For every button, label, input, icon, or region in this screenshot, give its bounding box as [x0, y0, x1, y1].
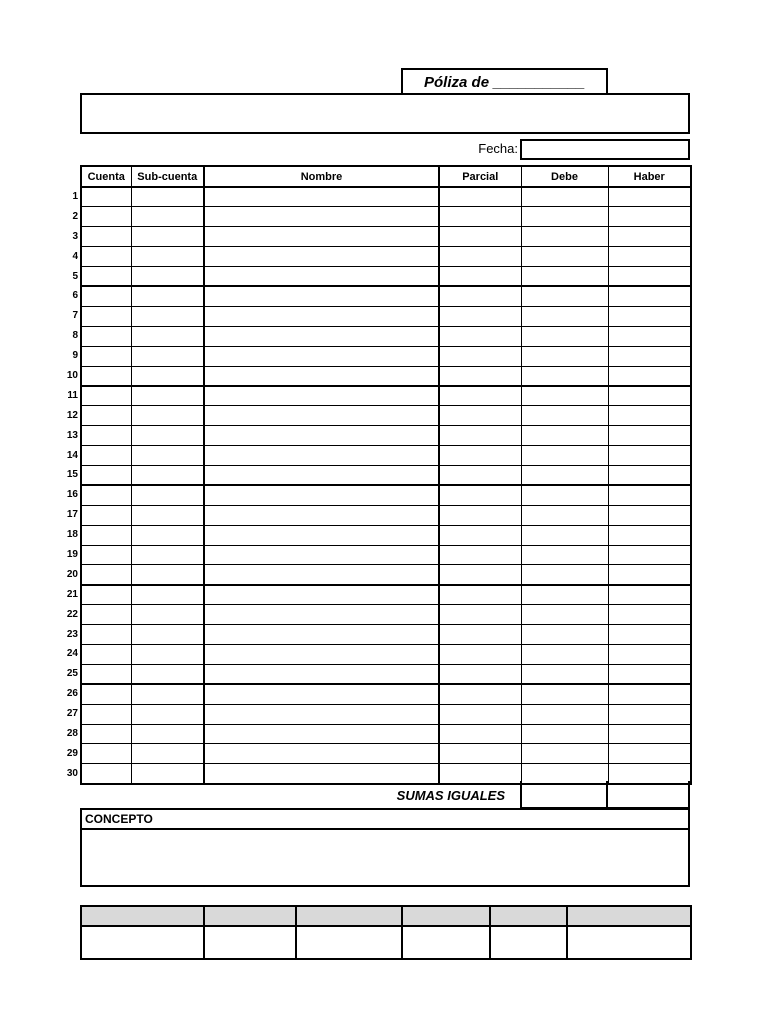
- ledger-cell-cuenta[interactable]: [81, 565, 131, 585]
- ledger-cell-subcuenta[interactable]: [131, 207, 204, 227]
- ledger-row: [81, 306, 691, 326]
- ledger-row: [81, 366, 691, 386]
- row-number: 4: [72, 250, 78, 262]
- ledger-cell-haber[interactable]: [608, 485, 691, 505]
- ledger-row: [81, 227, 691, 247]
- ledger-cell-parcial[interactable]: [439, 267, 521, 287]
- ledger-cell-parcial[interactable]: [439, 525, 521, 545]
- ledger-header-row: [81, 166, 691, 187]
- ledger-cell-parcial[interactable]: [439, 426, 521, 446]
- row-number: 18: [66, 529, 78, 541]
- ledger-row: [81, 605, 691, 625]
- ledger-cell-cuenta[interactable]: [81, 286, 131, 306]
- ledger-row: [81, 585, 691, 605]
- ledger-cell-debe[interactable]: [521, 724, 608, 744]
- ledger-row: [81, 704, 691, 724]
- ledger-cell-debe[interactable]: [521, 565, 608, 585]
- ledger-cell-nombre[interactable]: [204, 724, 439, 744]
- signature-cell[interactable]: [204, 926, 296, 959]
- col-debe-header: Debe: [521, 166, 608, 187]
- row-number-column: [56, 187, 78, 784]
- ledger-cell-parcial[interactable]: [439, 247, 521, 267]
- ledger-cell-cuenta[interactable]: [81, 366, 131, 386]
- ledger-cell-debe[interactable]: [521, 625, 608, 645]
- row-number: 29: [66, 747, 78, 759]
- ledger-cell-parcial[interactable]: [439, 465, 521, 485]
- ledger-cell-cuenta[interactable]: [81, 525, 131, 545]
- ledger-cell-debe[interactable]: [521, 505, 608, 525]
- ledger-cell-subcuenta[interactable]: [131, 485, 204, 505]
- ledger-cell-subcuenta[interactable]: [131, 366, 204, 386]
- ledger-cell-cuenta[interactable]: [81, 585, 131, 605]
- ledger-cell-cuenta[interactable]: [81, 306, 131, 326]
- ledger-cell-nombre[interactable]: [204, 565, 439, 585]
- ledger-cell-cuenta[interactable]: [81, 744, 131, 764]
- ledger-cell-nombre[interactable]: [204, 525, 439, 545]
- ledger-cell-parcial[interactable]: [439, 485, 521, 505]
- row-number: 21: [66, 588, 78, 600]
- ledger-cell-cuenta[interactable]: [81, 187, 131, 207]
- ledger-cell-cuenta[interactable]: [81, 346, 131, 366]
- ledger-cell-subcuenta[interactable]: [131, 386, 204, 406]
- ledger-cell-nombre[interactable]: [204, 426, 439, 446]
- ledger-cell-haber[interactable]: [608, 565, 691, 585]
- row-number: 7: [72, 310, 78, 322]
- ledger-row: [81, 386, 691, 406]
- ledger-cell-parcial[interactable]: [439, 585, 521, 605]
- ledger-cell-parcial[interactable]: [439, 704, 521, 724]
- fecha-label: Fecha:: [478, 141, 518, 156]
- ledger-cell-debe[interactable]: [521, 684, 608, 704]
- ledger-cell-debe[interactable]: [521, 247, 608, 267]
- ledger-row: [81, 207, 691, 227]
- ledger-cell-haber[interactable]: [608, 366, 691, 386]
- row-number: 3: [72, 230, 78, 242]
- ledger-cell-nombre[interactable]: [204, 267, 439, 287]
- ledger-cell-haber[interactable]: [608, 306, 691, 326]
- ledger-cell-debe[interactable]: [521, 605, 608, 625]
- ledger-cell-debe[interactable]: [521, 426, 608, 446]
- row-number: 12: [66, 409, 78, 421]
- ledger-cell-subcuenta[interactable]: [131, 306, 204, 326]
- ledger-row: [81, 426, 691, 446]
- ledger-cell-cuenta[interactable]: [81, 247, 131, 267]
- signature-cell[interactable]: [490, 926, 567, 959]
- ledger-cell-haber[interactable]: [608, 505, 691, 525]
- signature-header-cell: [567, 906, 691, 926]
- ledger-cell-cuenta[interactable]: [81, 386, 131, 406]
- ledger-cell-nombre[interactable]: [204, 744, 439, 764]
- row-number: 28: [66, 728, 78, 740]
- row-number: 25: [66, 668, 78, 680]
- ledger-cell-nombre[interactable]: [204, 346, 439, 366]
- ledger-cell-subcuenta[interactable]: [131, 326, 204, 346]
- ledger-cell-parcial[interactable]: [439, 207, 521, 227]
- ledger-cell-subcuenta[interactable]: [131, 187, 204, 207]
- ledger-cell-subcuenta[interactable]: [131, 286, 204, 306]
- row-number: 22: [66, 608, 78, 620]
- ledger-cell-subcuenta[interactable]: [131, 664, 204, 684]
- ledger-cell-parcial[interactable]: [439, 625, 521, 645]
- ledger-cell-subcuenta[interactable]: [131, 525, 204, 545]
- ledger-cell-nombre[interactable]: [204, 386, 439, 406]
- ledger-cell-haber[interactable]: [608, 326, 691, 346]
- ledger-cell-debe[interactable]: [521, 465, 608, 485]
- row-number: 13: [66, 429, 78, 441]
- col-subcuenta-header: Sub-cuenta: [131, 166, 204, 187]
- ledger-row: [81, 525, 691, 545]
- ledger-cell-subcuenta[interactable]: [131, 625, 204, 645]
- ledger-cell-subcuenta[interactable]: [131, 406, 204, 426]
- ledger-cell-nombre[interactable]: [204, 485, 439, 505]
- ledger-cell-nombre[interactable]: [204, 187, 439, 207]
- ledger-row: [81, 565, 691, 585]
- ledger-cell-parcial[interactable]: [439, 446, 521, 466]
- ledger-cell-subcuenta[interactable]: [131, 744, 204, 764]
- ledger-cell-cuenta[interactable]: [81, 485, 131, 505]
- ledger-cell-debe[interactable]: [521, 267, 608, 287]
- ledger-cell-cuenta[interactable]: [81, 764, 131, 784]
- col-nombre-header: Nombre: [204, 166, 439, 187]
- ledger-cell-subcuenta[interactable]: [131, 684, 204, 704]
- ledger-cell-nombre[interactable]: [204, 644, 439, 664]
- col-haber-header: Haber: [608, 166, 691, 187]
- row-number: 15: [66, 469, 78, 481]
- ledger-cell-parcial[interactable]: [439, 227, 521, 247]
- ledger-cell-subcuenta[interactable]: [131, 585, 204, 605]
- ledger-cell-subcuenta[interactable]: [131, 227, 204, 247]
- ledger-cell-haber[interactable]: [608, 545, 691, 565]
- ledger-cell-haber[interactable]: [608, 386, 691, 406]
- ledger-cell-subcuenta[interactable]: [131, 247, 204, 267]
- ledger-cell-haber[interactable]: [608, 207, 691, 227]
- ledger-cell-subcuenta[interactable]: [131, 644, 204, 664]
- ledger-cell-nombre[interactable]: [204, 207, 439, 227]
- row-number: 20: [66, 568, 78, 580]
- signature-header-cell: [402, 906, 490, 926]
- ledger-cell-cuenta[interactable]: [81, 644, 131, 664]
- ledger-cell-subcuenta[interactable]: [131, 446, 204, 466]
- ledger-cell-debe[interactable]: [521, 386, 608, 406]
- ledger-cell-cuenta[interactable]: [81, 545, 131, 565]
- ledger-cell-cuenta[interactable]: [81, 605, 131, 625]
- ledger-cell-parcial[interactable]: [439, 346, 521, 366]
- ledger-cell-nombre[interactable]: [204, 465, 439, 485]
- ledger-cell-parcial[interactable]: [439, 724, 521, 744]
- ledger-cell-nombre[interactable]: [204, 545, 439, 565]
- signature-header-cell: [490, 906, 567, 926]
- col-parcial-header: Parcial: [439, 166, 521, 187]
- ledger-cell-haber[interactable]: [608, 227, 691, 247]
- ledger-cell-cuenta[interactable]: [81, 625, 131, 645]
- ledger-cell-cuenta[interactable]: [81, 426, 131, 446]
- signature-cell[interactable]: [567, 926, 691, 959]
- ledger-cell-haber[interactable]: [608, 406, 691, 426]
- ledger-cell-haber[interactable]: [608, 744, 691, 764]
- ledger-cell-parcial[interactable]: [439, 286, 521, 306]
- ledger-row: [81, 684, 691, 704]
- ledger-row: [81, 644, 691, 664]
- sumas-haber-cell[interactable]: [606, 781, 690, 809]
- row-number: 11: [67, 389, 78, 401]
- ledger-cell-nombre[interactable]: [204, 227, 439, 247]
- ledger-cell-nombre[interactable]: [204, 306, 439, 326]
- row-number: 6: [72, 290, 78, 302]
- ledger-cell-nombre[interactable]: [204, 625, 439, 645]
- ledger-cell-debe[interactable]: [521, 485, 608, 505]
- ledger-cell-cuenta[interactable]: [81, 664, 131, 684]
- ledger-cell-debe[interactable]: [521, 207, 608, 227]
- ledger-cell-debe[interactable]: [521, 346, 608, 366]
- ledger-cell-subcuenta[interactable]: [131, 565, 204, 585]
- ledger-row: [81, 744, 691, 764]
- ledger-row: [81, 406, 691, 426]
- ledger-cell-cuenta[interactable]: [81, 267, 131, 287]
- ledger-row: [81, 724, 691, 744]
- concepto-label: CONCEPTO: [80, 808, 690, 830]
- header-field[interactable]: [80, 93, 690, 134]
- row-number: 8: [72, 330, 78, 342]
- ledger-cell-parcial[interactable]: [439, 545, 521, 565]
- ledger-cell-cuenta[interactable]: [81, 446, 131, 466]
- ledger-cell-subcuenta[interactable]: [131, 704, 204, 724]
- ledger-cell-haber[interactable]: [608, 286, 691, 306]
- ledger-cell-nombre[interactable]: [204, 247, 439, 267]
- ledger-cell-parcial[interactable]: [439, 664, 521, 684]
- ledger-cell-cuenta[interactable]: [81, 227, 131, 247]
- ledger-cell-haber[interactable]: [608, 187, 691, 207]
- ledger-cell-subcuenta[interactable]: [131, 426, 204, 446]
- ledger-cell-haber[interactable]: [608, 605, 691, 625]
- ledger-cell-subcuenta[interactable]: [131, 764, 204, 784]
- row-number: 27: [66, 708, 78, 720]
- ledger-cell-parcial[interactable]: [439, 764, 521, 784]
- row-number: 19: [66, 549, 78, 561]
- row-number: 9: [72, 350, 78, 362]
- fecha-field[interactable]: [520, 139, 690, 160]
- ledger-cell-haber[interactable]: [608, 346, 691, 366]
- ledger-cell-debe[interactable]: [521, 545, 608, 565]
- ledger-cell-subcuenta[interactable]: [131, 346, 204, 366]
- ledger-cell-haber[interactable]: [608, 465, 691, 485]
- row-number: 14: [66, 449, 78, 461]
- row-number: 24: [66, 648, 78, 660]
- sumas-iguales-label: SUMAS IGUALES: [396, 788, 505, 803]
- ledger-cell-cuenta[interactable]: [81, 326, 131, 346]
- ledger-cell-nombre[interactable]: [204, 446, 439, 466]
- signature-cell[interactable]: [296, 926, 402, 959]
- ledger-cell-debe[interactable]: [521, 644, 608, 664]
- row-number: 2: [72, 210, 78, 222]
- ledger-cell-parcial[interactable]: [439, 565, 521, 585]
- ledger-cell-haber[interactable]: [608, 664, 691, 684]
- ledger-cell-haber[interactable]: [608, 525, 691, 545]
- signature-cell[interactable]: [402, 926, 490, 959]
- ledger-cell-haber[interactable]: [608, 724, 691, 744]
- ledger-cell-debe[interactable]: [521, 326, 608, 346]
- ledger-cell-debe[interactable]: [521, 187, 608, 207]
- sumas-debe-cell[interactable]: [520, 781, 608, 809]
- ledger-cell-subcuenta[interactable]: [131, 465, 204, 485]
- ledger-cell-nombre[interactable]: [204, 585, 439, 605]
- concepto-field[interactable]: [80, 828, 690, 887]
- col-cuenta-header: Cuenta: [81, 166, 131, 187]
- ledger-cell-parcial[interactable]: [439, 406, 521, 426]
- ledger-cell-debe[interactable]: [521, 585, 608, 605]
- ledger-cell-nombre[interactable]: [204, 764, 439, 784]
- ledger-cell-haber[interactable]: [608, 644, 691, 664]
- ledger-row: [81, 267, 691, 287]
- row-number: 26: [66, 688, 78, 700]
- ledger-cell-subcuenta[interactable]: [131, 505, 204, 525]
- signature-header-cell: [204, 906, 296, 926]
- ledger-cell-debe[interactable]: [521, 286, 608, 306]
- ledger-cell-debe[interactable]: [521, 446, 608, 466]
- ledger-cell-debe[interactable]: [521, 525, 608, 545]
- signature-table: [80, 905, 692, 960]
- ledger-cell-cuenta[interactable]: [81, 505, 131, 525]
- ledger-cell-parcial[interactable]: [439, 326, 521, 346]
- ledger-cell-haber[interactable]: [608, 446, 691, 466]
- signature-header-cell: [296, 906, 402, 926]
- ledger-cell-parcial[interactable]: [439, 306, 521, 326]
- ledger-row: [81, 664, 691, 684]
- ledger-cell-debe[interactable]: [521, 406, 608, 426]
- ledger-cell-cuenta[interactable]: [81, 207, 131, 227]
- row-number: 5: [72, 270, 78, 282]
- signature-header-row: [81, 906, 691, 926]
- ledger-cell-haber[interactable]: [608, 625, 691, 645]
- ledger-cell-parcial[interactable]: [439, 605, 521, 625]
- ledger-cell-subcuenta[interactable]: [131, 267, 204, 287]
- ledger-row: [81, 465, 691, 485]
- ledger-cell-haber[interactable]: [608, 426, 691, 446]
- ledger-cell-subcuenta[interactable]: [131, 605, 204, 625]
- ledger-row: [81, 505, 691, 525]
- ledger-cell-cuenta[interactable]: [81, 406, 131, 426]
- ledger-cell-haber[interactable]: [608, 684, 691, 704]
- ledger-cell-parcial[interactable]: [439, 744, 521, 764]
- ledger-cell-parcial[interactable]: [439, 684, 521, 704]
- ledger-cell-debe[interactable]: [521, 704, 608, 724]
- ledger-cell-cuenta[interactable]: [81, 465, 131, 485]
- ledger-cell-subcuenta[interactable]: [131, 545, 204, 565]
- ledger-cell-parcial[interactable]: [439, 505, 521, 525]
- ledger-cell-nombre[interactable]: [204, 366, 439, 386]
- ledger-cell-nombre[interactable]: [204, 406, 439, 426]
- ledger-cell-haber[interactable]: [608, 267, 691, 287]
- ledger-row: [81, 545, 691, 565]
- ledger-cell-nombre[interactable]: [204, 684, 439, 704]
- ledger-cell-parcial[interactable]: [439, 366, 521, 386]
- row-number: 16: [66, 489, 78, 501]
- ledger-cell-debe[interactable]: [521, 366, 608, 386]
- ledger-cell-cuenta[interactable]: [81, 704, 131, 724]
- ledger-cell-parcial[interactable]: [439, 386, 521, 406]
- ledger-row: [81, 187, 691, 207]
- ledger-cell-debe[interactable]: [521, 744, 608, 764]
- ledger-cell-nombre[interactable]: [204, 704, 439, 724]
- row-number: 1: [72, 191, 78, 202]
- row-number: 17: [66, 509, 78, 521]
- signature-header-cell: [81, 906, 204, 926]
- ledger-row: [81, 346, 691, 366]
- document-title: Póliza de ___________: [401, 68, 608, 94]
- row-number: 30: [66, 767, 78, 779]
- ledger-cell-debe[interactable]: [521, 306, 608, 326]
- ledger-row: [81, 286, 691, 306]
- row-number: 10: [66, 370, 78, 382]
- ledger-cell-nombre[interactable]: [204, 326, 439, 346]
- ledger-row: [81, 446, 691, 466]
- ledger-cell-debe[interactable]: [521, 227, 608, 247]
- ledger-cell-cuenta[interactable]: [81, 724, 131, 744]
- ledger-cell-subcuenta[interactable]: [131, 724, 204, 744]
- ledger-cell-haber[interactable]: [608, 585, 691, 605]
- ledger-row: [81, 247, 691, 267]
- signature-cell[interactable]: [81, 926, 204, 959]
- row-number: 23: [66, 628, 78, 640]
- ledger-cell-cuenta[interactable]: [81, 684, 131, 704]
- ledger-cell-haber[interactable]: [608, 247, 691, 267]
- ledger-row: [81, 625, 691, 645]
- ledger-row: [81, 326, 691, 346]
- ledger-table: [80, 165, 692, 785]
- signature-body-row: [81, 926, 691, 959]
- ledger-cell-haber[interactable]: [608, 704, 691, 724]
- ledger-row: [81, 485, 691, 505]
- ledger-cell-nombre[interactable]: [204, 664, 439, 684]
- ledger-cell-nombre[interactable]: [204, 286, 439, 306]
- ledger-cell-parcial[interactable]: [439, 644, 521, 664]
- ledger-cell-nombre[interactable]: [204, 505, 439, 525]
- ledger-cell-debe[interactable]: [521, 664, 608, 684]
- ledger-cell-nombre[interactable]: [204, 605, 439, 625]
- ledger-cell-parcial[interactable]: [439, 187, 521, 207]
